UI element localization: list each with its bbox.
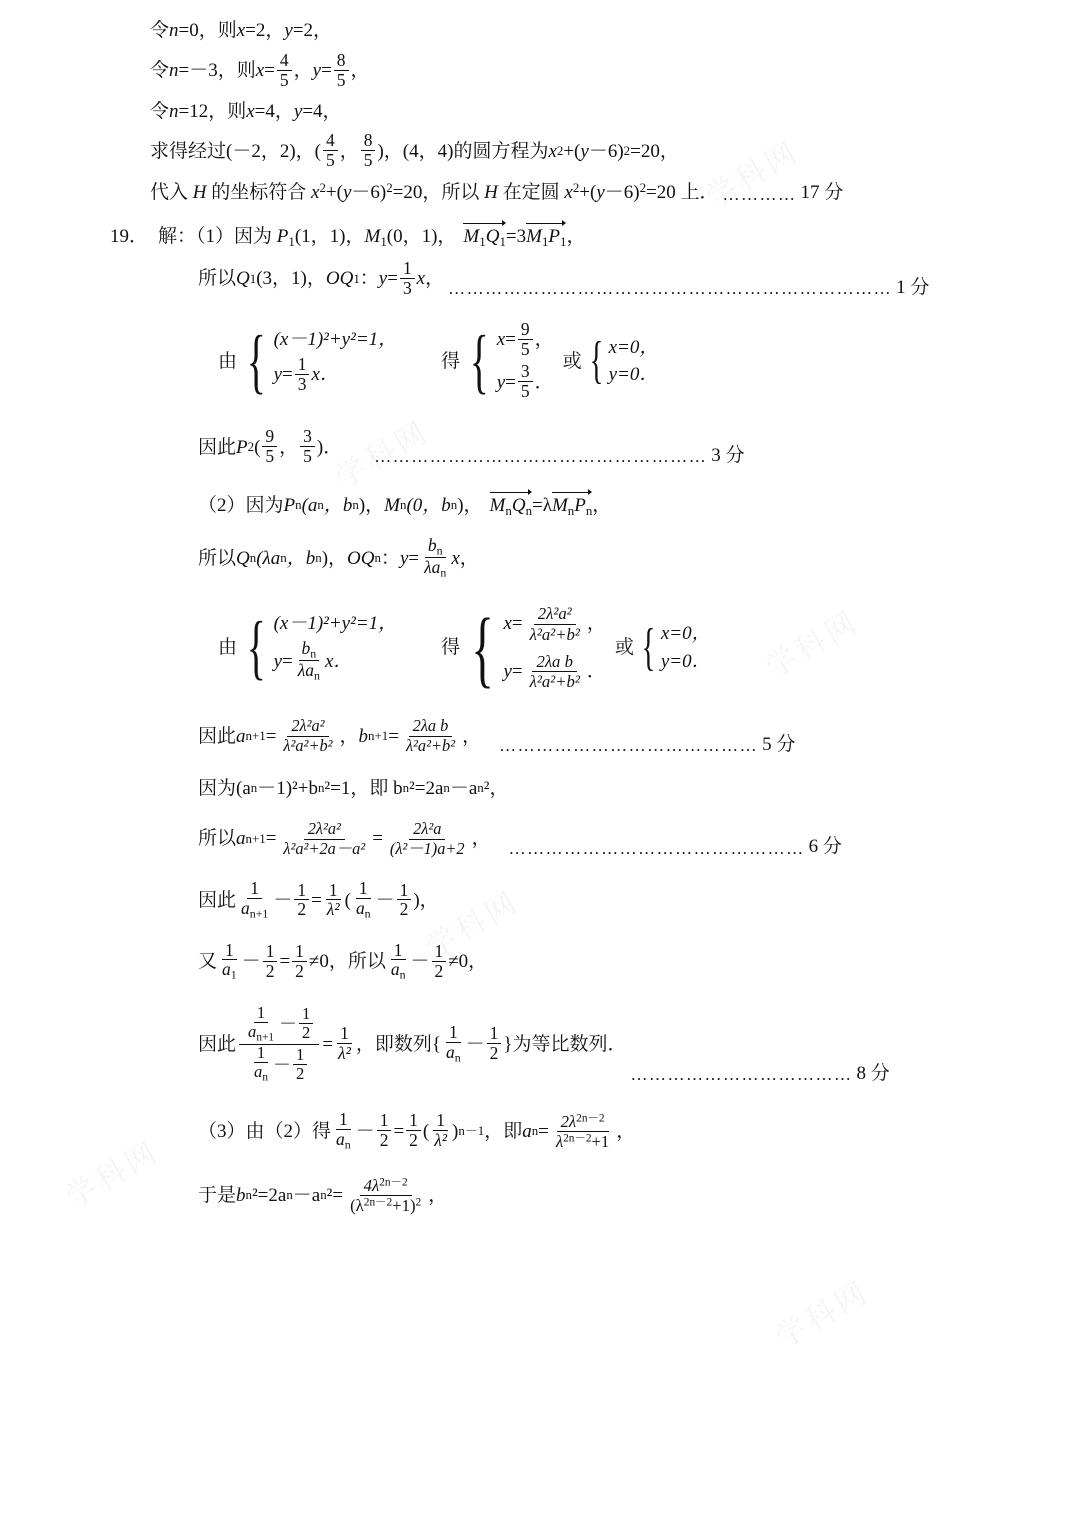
system-brace-left: { (x－1)²+y²=1， y = $\frac{1}{3}$ x．	[246, 320, 398, 401]
fraction: $\frac{1}{2}$	[292, 942, 307, 981]
fraction: $\frac{\text{2λa b}}{\text{λ²a²+b²}}$	[405, 716, 456, 756]
fraction: $\frac{1}{2}$	[294, 881, 309, 920]
q18-line-3: 令 n =12，则 x =4， y =4，	[150, 100, 342, 122]
q19-line-11: 因此 $\frac{1}{a_{n+1}}$ － $\frac{1}{2}$ = $\frac{1}{\text{λ²}}$ ( $\frac{1}{a_n}$ － $\frac{1}{2}$ )，	[198, 878, 439, 921]
fraction: $\frac{1}{a_n}$	[445, 1022, 461, 1065]
q19-line-13: 因此 $\frac{1}{a_{n+1}}$ － $\frac{1}{2}$ $\frac{1}{a_n}$ － $\frac{1}{2}$ = $\frac{1}{\text{λ²}}$ ，即数列{ $\frac{1}{a_n}$ － $\frac{1}{2}$ }为等比数列． ……………………………… 8 分	[198, 1002, 890, 1085]
q19-line-15: 于是 b n ²=2a n －a n ²= $\frac{4\lambda^{2n-2}}{(\lambda^{2n-2}+1)^2}$ ，	[198, 1176, 448, 1216]
leader-dots: ……………………………………	[499, 736, 759, 756]
vector-MnQn: $M_nQ_n$	[489, 494, 533, 518]
fraction: $\frac{3}{5}$	[518, 362, 533, 401]
fraction: $\frac{\text{2λ²a²}}{\text{λ²a²+2a－a²}}$	[283, 818, 366, 858]
vector-MP: $M_1P_1$	[526, 226, 567, 250]
leader-dots: …………………………………………	[508, 838, 805, 858]
q19-line-2: 所以 Q 1 (3，1)， OQ 1 ： y = $\frac{1}{3}$ x ， ……………………………………………………………… 1 分	[198, 257, 930, 299]
fraction: $\frac{1}{2}$	[487, 1024, 502, 1063]
fraction: $\frac{1}{2}$	[299, 1005, 313, 1042]
fraction: $\frac{1}{a_{n+1}}$	[248, 1002, 274, 1044]
fraction: $\frac{1}{\text{λ²}}$	[434, 1110, 448, 1150]
fraction: $\frac{9}{5}$	[518, 320, 533, 359]
fraction: $\frac{b_n}{\lambda a_n}$	[297, 637, 320, 683]
system-brace-alt-2: { x=0， y=0．	[641, 618, 711, 676]
score-label: 3 分	[711, 445, 745, 467]
score-label: 1 分	[896, 276, 930, 298]
q19-part1-line: 19． 解：（1）因为 $P_1(1$，1)，$M_1(0$，1)， $M_1Q_1=3M_1P_1$，	[110, 226, 586, 250]
nested-fraction: $\frac{1}{a_{n+1}}$ － $\frac{1}{2}$ $\frac{1}{a_n}$ － $\frac{1}{2}$	[239, 1005, 319, 1085]
q19-line-10: 所以 a n+1 = $\frac{\text{2λ²a²}}{\text{λ²a²+2a－a²}}$ = $\frac{\text{2λ²a}}{\text{(λ²－1)a+2}}$ ， ………………………………………… 6 分	[198, 818, 842, 858]
q19-system-1: 由 { (x－1)²+y²=1， y = $\frac{1}{3}$ x． 得 { x = $\frac{9}{5}$ ， y = $\frac{3}{5}$ ． 或 { x=0， y=0．	[218, 318, 659, 402]
score-label: 6 分	[808, 836, 842, 858]
vector-MnPn: $M_nP_n$	[551, 494, 593, 518]
fraction: $\frac{1}{a_n}$	[336, 1108, 351, 1152]
leader-dots: …………	[722, 184, 797, 204]
vector-MQ: $M_1Q_1$	[463, 226, 506, 250]
watermark	[56, 1127, 166, 1216]
fraction: $\frac{1}{a_n}$	[254, 1043, 268, 1084]
fraction: $\frac{\text{2λa b}}{\text{λ²a²+b²}}$	[529, 651, 580, 692]
fraction: $\frac{1}{2}$	[263, 942, 278, 981]
fraction: $\frac{9}{5}$	[262, 427, 277, 466]
leader-dots: ………………………………	[630, 1065, 853, 1085]
fraction: $\frac{3}{5}$	[300, 427, 315, 466]
fraction: $\frac{1}{a_{n+1}}$	[241, 878, 269, 921]
fraction: $\frac{2\lambda^{2n-2}}{\lambda^{2n-2}+1}$	[555, 1111, 610, 1151]
system-brace-left-2: { (x－1)²+y²=1， y = $\frac{b_n}{\lambda a_n}$ x．	[246, 607, 398, 688]
fraction: $\frac{1}{2}$	[406, 1111, 421, 1150]
fraction: $\frac{1}{a_1}$	[222, 939, 237, 983]
score-label: 5 分	[762, 734, 796, 756]
leader-dots: ………………………………………………	[374, 447, 708, 467]
system-brace-result: { x = $\frac{9}{5}$ ， y = $\frac{3}{5}$ ．	[469, 318, 554, 402]
fraction: $\frac{1}{3}$	[295, 355, 310, 394]
score-label: 8 分	[856, 1063, 890, 1084]
fraction: $\frac{1}{2}$	[377, 1111, 392, 1150]
q18-line-1: 令 n =0，则 x =2， y =2，	[150, 20, 333, 41]
watermark	[766, 1267, 876, 1356]
fraction: $\frac{1}{2}$	[293, 1046, 307, 1083]
q19-line-12: 又 $\frac{1}{a_1}$ － $\frac{1}{2}$ = $\frac{1}{2}$ ≠0，所以 $\frac{1}{a_n}$ － $\frac{1}{2}$ ≠0，	[198, 939, 488, 983]
score-label: 17 分	[800, 182, 844, 204]
fraction: $\frac{1}{a_n}$	[390, 939, 406, 983]
fraction: $\frac{8}{5}$	[334, 51, 349, 90]
fraction: $\frac{b_n}{\lambda a_n}$	[424, 534, 447, 580]
fraction: $\frac{8}{5}$	[361, 131, 376, 170]
fraction: $\frac{\text{2λ²a²}}{\text{λ²a²+b²}}$	[283, 716, 333, 756]
q19-system-2: 由 { (x－1)²+y²=1， y = $\frac{b_n}{\lambda a_n}$ x． 得 { x = $\frac{\text{2λ²a²}}{\text{λ²a²+b²}}$ ， y = $\frac{\text{2λa b}}{\text{λ²a²+b²}}$ ． 或 { x=0， y=0．	[218, 599, 711, 696]
question-number: 19．	[110, 226, 149, 248]
leader-dots: ………………………………………………………………	[448, 279, 893, 299]
system-brace-result-2: { x = $\frac{\text{2λ²a²}}{\text{λ²a²+b²}}$ ， y = $\frac{\text{2λa b}}{\text{λ²a²+b²}}$ ．	[471, 599, 606, 696]
fraction: $\frac{1}{\text{λ²}}$	[326, 879, 340, 920]
q19-line-9: 因为(a n －1)²+b n ²=1，即 b n ²=2a n －a n ²，	[198, 777, 509, 799]
q18-line-5: 代入 H 的坐标符合 $x^2+(y-6)^2=20$，所以 H 在定圆 $x^2+(y-6)^2=20$ 上． ………… 17 分	[150, 180, 844, 204]
fraction: $\frac{1}{a_n}$	[355, 878, 371, 921]
q18-line-2: 令 n =－3，则 x = $\frac{4}{5}$ ， y = $\frac{8}{5}$ ，	[150, 49, 370, 90]
fraction: $\frac{\text{2λ²a}}{\text{(λ²－1)a+2}}$	[389, 818, 465, 858]
fraction: $\frac{1}{\text{λ²}}$	[338, 1023, 351, 1064]
fraction: $\frac{1}{3}$	[400, 259, 415, 298]
fraction: $\frac{1}{2}$	[397, 881, 412, 920]
q19-line-8: 因此 a n+1 = $\frac{\text{2λ²a²}}{\text{λ²a²+b²}}$ ， b n+1 = $\frac{\text{2λa b}}{\text{λ²a²+b²}}$ ， …………………………………… 5 分	[198, 716, 796, 756]
q18-line-4: 求得经过(－2，2)，( $\frac{4}{5}$ ， $\frac{8}{5}$ )，(4，4)的圆方程为 x 2 +( y －6) 2 =20，	[150, 130, 679, 171]
q19-line-4: 因此 P 2 ( $\frac{9}{5}$ ， $\frac{3}{5}$ )． ……………………………………………… 3 分	[198, 426, 745, 467]
q19-part3-line: （3）由（2）得 $\frac{1}{a_n}$ － $\frac{1}{2}$ = $\frac{1}{2}$ ( $\frac{1}{\text{λ²}}$ ) n－1 ，即 a n = $\frac{2\lambda^{2n-2}}{\lambda^{2n-2}+1}$ ，	[198, 1108, 636, 1152]
fraction: $\frac{4\lambda^{2n-2}}{(\lambda^{2n-2}+1)^2}$	[350, 1176, 422, 1216]
q19-line-6: 所以 Q n (λa n ，b n )， OQ n ： y = $\frac{b_n}{\lambda a_n}$ x ，	[198, 534, 479, 580]
fraction: $\frac{1}{2}$	[432, 942, 447, 981]
fraction: $\frac{4}{5}$	[323, 131, 338, 170]
fraction: $\frac{\text{2λ²a²}}{\text{λ²a²+b²}}$	[529, 604, 580, 644]
q19-part2-line: （2）因为 P n (a n ，b n )， M n (0，b n )， $M_nQ_n$ =λ $M_nP_n$ ，	[198, 494, 612, 518]
fraction: $\frac{4}{5}$	[277, 51, 292, 90]
system-brace-alt: { x=0， y=0．	[589, 332, 659, 390]
